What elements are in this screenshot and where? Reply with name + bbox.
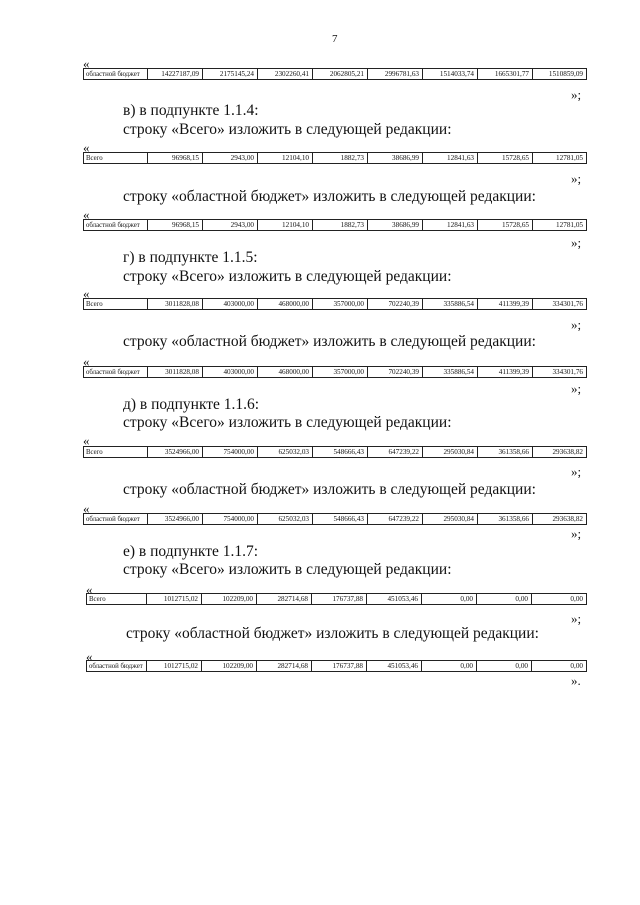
- table-row: [86, 593, 587, 605]
- row-value: 15728,65: [478, 220, 533, 231]
- row-value: 548666,43: [313, 447, 368, 458]
- row-value: 2943,00: [203, 220, 258, 231]
- close-quote: »;: [571, 171, 582, 186]
- open-quote: «: [83, 286, 90, 301]
- row-value: 12104,10: [258, 153, 313, 164]
- row-value: 403000,00: [203, 367, 258, 378]
- table-row: [83, 366, 587, 378]
- page-number: 7: [332, 33, 338, 45]
- row-value: 625032,03: [258, 514, 313, 525]
- row-value: 15728,65: [478, 153, 533, 164]
- row-value: 468000,00: [258, 367, 313, 378]
- row-label: Всего: [87, 594, 147, 605]
- row-value: 754000,00: [203, 447, 258, 458]
- row-value: 0,00: [532, 594, 587, 605]
- table-row: [83, 298, 587, 310]
- row-label: областной бюджет: [84, 220, 148, 231]
- close-quote: »;: [571, 87, 582, 102]
- table-row: [83, 219, 587, 231]
- close-quote: »;: [571, 381, 582, 396]
- row-value: 282714,68: [257, 594, 312, 605]
- row-value: 96968,15: [148, 220, 203, 231]
- open-quote: «: [83, 354, 90, 369]
- section-heading: г) в подпункте 1.1.5:: [123, 249, 258, 266]
- row-label: Всего: [84, 299, 148, 310]
- instruction-text: строку «Всего» изложить в следующей редакции:: [123, 268, 452, 285]
- open-quote: «: [83, 207, 90, 222]
- table-row: [83, 152, 587, 164]
- row-value: 12781,05: [533, 220, 587, 231]
- instruction-text: строку «Всего» изложить в следующей редакции:: [123, 121, 452, 138]
- row-value: 38686,99: [368, 153, 423, 164]
- instruction-text: строку «Всего» изложить в следующей редакции:: [123, 414, 452, 431]
- row-value: 754000,00: [203, 514, 258, 525]
- row-value: 411399,39: [478, 299, 533, 310]
- row-value: 2943,00: [203, 153, 258, 164]
- close-quote: »;: [571, 611, 582, 626]
- row-value: 38686,99: [368, 220, 423, 231]
- row-value: 1882,73: [313, 220, 368, 231]
- row-value: 702240,39: [368, 367, 423, 378]
- instruction-text: строку «областной бюджет» изложить в следующей редакции:: [123, 188, 536, 205]
- row-value: 1665301,77: [478, 69, 533, 80]
- close-quote: »;: [571, 464, 582, 479]
- close-quote: »;: [571, 317, 582, 332]
- row-value: 12841,63: [423, 220, 478, 231]
- row-label: областной бюджет: [84, 367, 148, 378]
- row-value: 0,00: [422, 594, 477, 605]
- row-label: Всего: [84, 153, 148, 164]
- open-quote: «: [83, 140, 90, 155]
- row-value: 411399,39: [478, 367, 533, 378]
- row-value: 468000,00: [258, 299, 313, 310]
- row-value: 1012715,02: [147, 594, 202, 605]
- row-value: 403000,00: [203, 299, 258, 310]
- section-heading: е) в подпункте 1.1.7:: [123, 543, 259, 560]
- row-value: 1510859,09: [533, 69, 587, 80]
- row-value: 2996781,63: [368, 69, 423, 80]
- row-value: 14227187,09: [148, 69, 203, 80]
- row-value: 282714,68: [257, 661, 312, 672]
- row-value: 102209,00: [202, 594, 257, 605]
- row-value: 647239,22: [368, 447, 423, 458]
- row-value: 176737,88: [312, 594, 367, 605]
- row-value: 2302260,41: [258, 69, 313, 80]
- table-row: [83, 68, 587, 80]
- row-value: 0,00: [477, 594, 532, 605]
- open-quote: «: [83, 501, 90, 516]
- row-value: 357000,00: [313, 367, 368, 378]
- close-quote: ».: [571, 673, 581, 688]
- row-value: 1514033,74: [423, 69, 478, 80]
- row-value: 293638,82: [533, 447, 587, 458]
- instruction-text: строку «областной бюджет» изложить в следующей редакции:: [123, 481, 536, 498]
- section-heading: в) в подпункте 1.1.4:: [123, 102, 259, 119]
- row-value: 0,00: [532, 661, 587, 672]
- row-value: 293638,82: [533, 514, 587, 525]
- table-row: [83, 513, 587, 525]
- row-label: Всего: [84, 447, 148, 458]
- row-value: 96968,15: [148, 153, 203, 164]
- instruction-text: строку «Всего» изложить в следующей редакции:: [123, 561, 452, 578]
- row-value: 1012715,02: [147, 661, 202, 672]
- instruction-text: строку «областной бюджет» изложить в следующей редакции:: [123, 333, 536, 350]
- open-quote: «: [83, 56, 90, 71]
- close-quote: »;: [571, 235, 582, 250]
- row-label: областной бюджет: [84, 514, 148, 525]
- instruction-text: строку «областной бюджет» изложить в следующей редакции:: [126, 625, 539, 642]
- row-value: 334301,76: [533, 367, 587, 378]
- row-value: 295030,84: [423, 514, 478, 525]
- row-value: 451053,46: [367, 661, 422, 672]
- row-value: 2175145,24: [203, 69, 258, 80]
- row-value: 361358,66: [478, 447, 533, 458]
- row-value: 357000,00: [313, 299, 368, 310]
- row-value: 335886,54: [423, 367, 478, 378]
- row-value: 0,00: [477, 661, 532, 672]
- row-value: 548666,43: [313, 514, 368, 525]
- open-quote: «: [83, 433, 90, 448]
- row-label: областной бюджет: [84, 69, 148, 80]
- open-quote: «: [86, 649, 93, 664]
- row-value: 12104,10: [258, 220, 313, 231]
- row-value: 3011828,08: [148, 367, 203, 378]
- table-row: [86, 660, 587, 672]
- row-value: 2062805,21: [313, 69, 368, 80]
- row-value: 12781,05: [533, 153, 587, 164]
- row-value: 3524966,00: [148, 447, 203, 458]
- row-value: 702240,39: [368, 299, 423, 310]
- open-quote: «: [86, 582, 93, 597]
- row-value: 625032,03: [258, 447, 313, 458]
- row-value: 0,00: [422, 661, 477, 672]
- row-value: 334301,76: [533, 299, 587, 310]
- table-row: [83, 446, 587, 458]
- section-heading: д) в подпункте 1.1.6:: [123, 396, 260, 413]
- row-value: 295030,84: [423, 447, 478, 458]
- row-value: 176737,88: [312, 661, 367, 672]
- row-value: 3524966,00: [148, 514, 203, 525]
- row-value: 335886,54: [423, 299, 478, 310]
- row-value: 451053,46: [367, 594, 422, 605]
- row-value: 102209,00: [202, 661, 257, 672]
- row-value: 3011828,08: [148, 299, 203, 310]
- row-value: 361358,66: [478, 514, 533, 525]
- row-label: областной бюджет: [87, 661, 147, 672]
- row-value: 647239,22: [368, 514, 423, 525]
- row-value: 1882,73: [313, 153, 368, 164]
- row-value: 12841,63: [423, 153, 478, 164]
- close-quote: »;: [571, 526, 582, 541]
